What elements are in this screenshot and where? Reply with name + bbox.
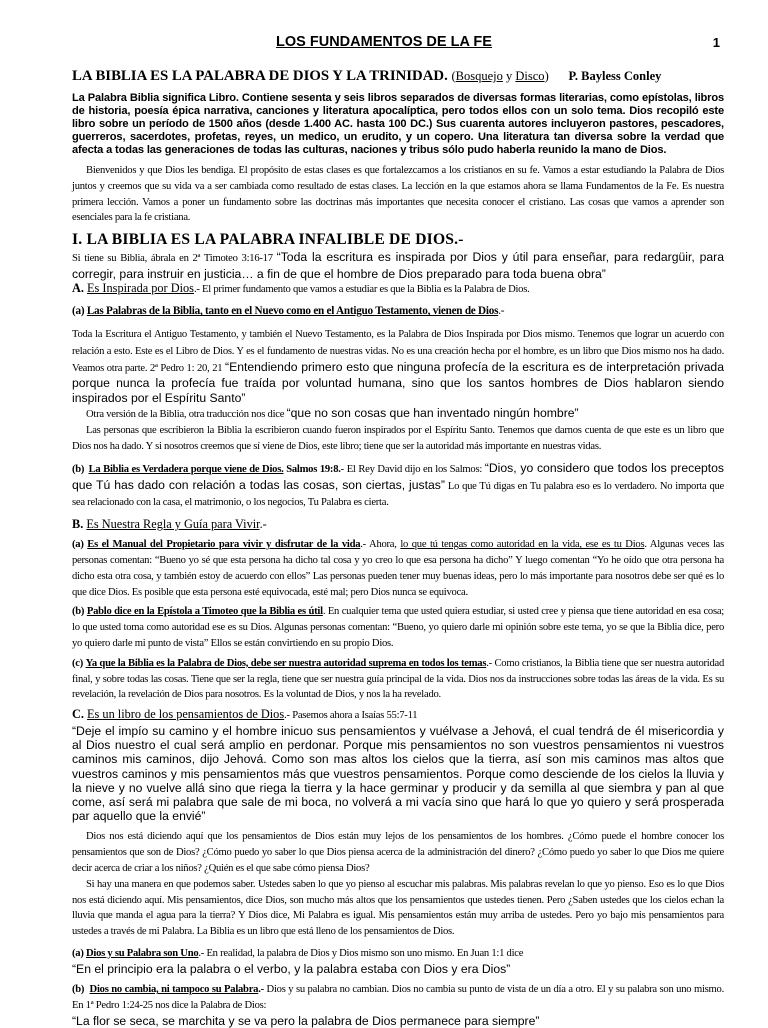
item-b-a-text2: . Algunas veces las personas comentan: “Bueno yo sé que esta persona ha dicho tal cosa y yo creo lo que esa persona ha dicho” Y luego comentan “Yo he oído que otra persona ha dicho esta otra cosa, y también estoy de acuerdo con ellos” Las personas pueden tener muy buenas ideas, pero lo más importante para nosotros debe ser qué es lo que dice Dios. Es posible que esta persona esté equivocada, esté mal; pero Dios nunca se equivoca.: [72, 539, 724, 598]
item-b-b-title: Pablo dice en la Epístola a Timoteo que la Biblia es útil: [86, 606, 323, 618]
item-a-a-label: (a): [72, 305, 85, 318]
document-body: [72, 66, 724, 1028]
version-quote: “que no son cosas que han inventado ningún hombre”: [286, 406, 579, 421]
subsection-b-title: Es Nuestra Regla y Guía para Vivir: [86, 517, 260, 532]
subsection-b: [72, 517, 724, 531]
item-a-b-ref: Salmos 19:8.: [283, 463, 341, 475]
header-title: LOS FUNDAMENTOS DE LA FE: [276, 34, 492, 50]
item-b-c-title: Ya que la Biblia es la Palabra de Dios, debe ser nuestra autoridad suprema en todos los temas: [85, 657, 487, 669]
subsection-b-label: B.: [72, 517, 84, 532]
paren-open: (: [451, 69, 456, 83]
item-b-b: [72, 604, 724, 651]
item-b-c-text: .- Como cristianos, la Biblia tiene que ser nuestra autoridad final, y sobre todas las cosas. Tiene que ser la regla, tiene que ser nuestra guía principal de la vida. Dios nos da instrucciones sobre todas las áreas de la vida. Es su revelación, la revelación de Dios para nosotros. Es la voluntad de Dios, y nos la ha revelado.: [72, 657, 725, 701]
subsection-a: [72, 281, 724, 298]
item-a-a-version: [72, 405, 724, 423]
page-number: 1: [712, 35, 720, 50]
item-c-b-title: Dios no cambia, ni tampoco su Palabra: [89, 984, 259, 996]
title-author: P. Bayless Conley: [568, 69, 662, 83]
item-a-a-title: Las Palabras de la Biblia, tanto en el Nuevo como en el Antiguo Testamento, vienen de Dios: [86, 305, 499, 318]
item-b-a-label: (a): [72, 539, 84, 551]
item-b-a-text: .- Ahora,: [360, 539, 401, 551]
item-c-b-text: Dios y su palabra no cambian. Dios no cambia su punto de vista de un día a otro. El y su palabra son uno mismo. En 1ª Pedro 1:24-25 nos dice la Palabra de Dios:: [72, 984, 724, 1011]
item-a-b: [72, 461, 724, 511]
intro-quote: “Toda la escritura es inspirada por Dios y útil para enseñar, para redargüir, para corregir, para instruir en justicia… a fin de que el hombre de Dios preparado para toda buena obra”: [72, 250, 724, 281]
intro-reference: Si tiene su Biblia, ábrala en 2ª Timoteo 3:16-17: [72, 253, 277, 265]
item-a-b-text2: Lo que Tú digas en Tu palabra eso es lo verdadero. No importa que sea relacionado con la casa, el matrimonio, o los negocios, Tu Palabra es cierta.: [72, 480, 724, 509]
item-c-b: [72, 982, 724, 1014]
subsection-c-para1: Dios nos está diciendo aquí que los pensamientos de Dios están muy lejos de los pensamientos de los hombres. ¿Cómo puede el hombre conocer los pensamientos que son de Dios? ¿Cómo puedo yo saber lo que Dios piensa acerca de la administración del dinero? ¿Cómo puedo yo saber lo que Dios me quiere decir acerca de criar a los niños? ¿Quién es el que sabe cómo piensa Dios?: [72, 831, 724, 875]
version-text: Otra versión de la Biblia, otra traducción nos dice: [86, 409, 287, 421]
item-a-a-body: [72, 326, 724, 405]
page-header: [0, 34, 768, 54]
subsection-c-title: Es un libro de los pensamientos de Dios: [87, 707, 285, 722]
item-c-b-suffix: .-: [258, 984, 264, 996]
item-a-a-text: Toda la Escritura el Antiguo Testamento, y también el Nuevo Testamento, es la Palabra de Dios Inspirada por Dios mismo. Tenemos que lograr un acuerdo con relación a esto. Este es el Libro de Dios. Y es el fundamento de nuestras vidas. No es una creación hecha por el hombre, es un libro que Dios mismo nos ha dado. Veamos otra parte. 2ª Pedro 1: 20, 21: [72, 329, 724, 374]
subsection-c-label: C.: [72, 707, 84, 722]
item-c-a-label: (a): [72, 948, 84, 960]
item-c-a-quote: “En el principio era la palabra o el verbo, y la palabra estaba con Dios y era Dios”: [72, 961, 511, 976]
section-1-heading: I. LA BIBLIA ES LA PALABRA INFALIBLE DE DIOS.-: [72, 231, 464, 249]
title-links: [451, 69, 548, 83]
item-b-a-title: Es el Manual del Propietario para vivir y disfrutar de la vida: [87, 539, 361, 551]
item-a-a-suffix: .-: [498, 305, 505, 318]
welcome-paragraph: Bienvenidos y que Dios les bendiga. El propósito de estas clases es que fortalezcamos a los cristianos en su fe. Vamos a estar estudiando la Palabra de Dios juntos y creemos que su vida va a ser cambiada como resultado de estas clases. La lección en la que estamos ahora se llama Fundamentos de la Fe. Es nuestra primera lección. Vamos a poner un fundamento sobre las doctrinas más importantes que necesita conocer el cristiano. Las cosas que vamos a aprender son esenciales para la fe cristiana.: [72, 165, 724, 224]
item-b-b-text: . En cualquier tema que usted quiera estudiar, si usted cree y piensa que tiene autoridad en esa cosa; lo que usted toma como autoridad ese es su Dios. Algunas personas comentan: “Bueno, yo quiero darle mi opinión sobre este tema, yo se que la Biblia dice, pero yo quiero darle mi punto de vista” Ellos se están convirtiendo en su propio Dios.: [72, 606, 724, 650]
item-c-b-quote: “La flor se seca, se marchita y se va pero la palabra de Dios permanece para siempre”: [72, 1013, 540, 1028]
disco-link[interactable]: Disco: [515, 69, 545, 83]
subsection-b-suffix: .-: [259, 517, 267, 532]
item-b-a-underline: lo que tú tengas como autoridad en la vida, ese es tu Dios: [400, 539, 645, 551]
item-a-b-quote: “Dios, yo considero que todos los preceptos que Tú has dado con relación a todas las cosas, son ciertas, justas”: [72, 460, 725, 492]
item-a-a-quote: “Entendiendo primero esto que ninguna profecía de la escritura es de interpretación privada porque nunca la profecía fue traída por voluntad humana, sino que los santos hombres de Dios hablaron siendo inspirados por el Espíritu Santo”: [72, 359, 724, 405]
item-a-b-title: La Biblia es Verdadera porque viene de Dios.: [88, 463, 284, 475]
item-c-b-label: (b): [72, 984, 85, 996]
item-b-c-label: (c): [72, 657, 84, 669]
subsection-a-label: A.: [72, 281, 84, 296]
item-c-a-title: Dios y su Palabra son Uno: [86, 948, 199, 960]
item-c-a-text: .- En realidad, la palabra de Dios y Dios mismo son uno mismo. En Juan 1:1 dice: [198, 948, 524, 960]
item-a-b-label: (b): [72, 463, 85, 475]
item-a-a-persons: Las personas que escribieron la Biblia la escribieron cuando fueron inspirados por el Espíritu Santo. Tenemos que darnos cuenta de que este es un libro que Dios nos ha dado. Y si nosotros creemos que sí viene de Dios, este libro; tiene que ser la autoridad más importante en nuestras vidas.: [72, 425, 724, 453]
item-c-a: [72, 946, 724, 962]
subsection-a-text: .- El primer fundamento que vamos a estudiar es que la Biblia es la Palabra de Dios.: [193, 284, 530, 296]
bosquejo-link[interactable]: Bosquejo: [455, 69, 503, 83]
item-a-b-text: - El Rey David dijo en los Salmos:: [340, 463, 485, 475]
section-1-intro: [72, 250, 724, 281]
item-b-c: [72, 656, 724, 703]
subsection-c: [72, 707, 724, 724]
subsection-a-title: Es Inspirada por Dios: [87, 281, 194, 296]
isaiah-quote: “Deje el impío su camino y el hombre inicuo sus pensamientos y vuélvase a Jehová, el cual tendrá de él misericordia y al Dios nuestro el cual será amplio en perdonar. Porque mis pensamientos no son vuestros pensamientos ni vuestros caminos mis caminos, dijo Jehová. Como son mas altos los cielos que la tierra, así son mis caminos mas altos que vuestros caminos y mis pensamientos más que vuestros pensamientos. Porque como desciende de los cielos la lluvia y la nieve y no vuelve allá sino que riega la tierra y la hace germinar y producir y da semilla al que siembra y pan al que come, así será mi palabra que sale de mi boca, no volverá a mi vacía sino que hará lo que yo quiero y será prosperada par aquello que la envié”: [72, 724, 724, 824]
document-title: [72, 66, 724, 86]
item-b-b-label: (b): [72, 606, 85, 618]
subsection-c-para2: Si hay una manera en que podemos saber. Ustedes saben lo que yo pienso al escuchar mis palabras. Mis palabras revelan lo que yo pienso. Eso es lo que Dios nos está diciendo aquí. Mis pensamientos, dice Dios, son mucho más altos que los pensamientos que ustedes tienen. Pero ¿Saben ustedes que los cielos echan la lluvia que manda el agua para la tierra? Y Dios dice, Mi Palabra es igual. Mis pensamientos están muy arriba de ustedes. Pero yo bajo mis pensamientos para ustedes a través de mi Palabra. La Biblia es un libro que está lleno de los pensamientos de Dios.: [72, 878, 724, 938]
paren-close: ): [544, 69, 549, 83]
item-a-a: [72, 304, 724, 320]
title-y: y: [502, 69, 516, 83]
subsection-c-text: .- Pasemos ahora a Isaías 55:7-11: [284, 710, 418, 722]
intro-paragraph: La Palabra Biblia significa Libro. Contiene sesenta y seis libros separados de diversas formas literarias, como epístolas, libros de historia, poesía épica narrativa, canciones y literatura apocalíptica, pero todos ellos con un solo tema. Dios recopiló este libro sobre un período de 1500 años (desde 1.400 AC. hasta 100 DC.) Sus cuarenta autores incluyeron pastores, pescadores, guerreros, sacerdotes, profetas, reyes, un medico, un erudito, y un copero. Una literatura tan diversa sobre la verdad que afecta a todas las generaciones de todas las culturas, naciones y tribus sólo pudo haberla reunido la mano de Dios.: [72, 92, 724, 156]
title-main: LA BIBLIA ES LA PALABRA DE DIOS Y LA TRINIDAD.: [72, 68, 448, 84]
item-b-a: [72, 537, 724, 600]
